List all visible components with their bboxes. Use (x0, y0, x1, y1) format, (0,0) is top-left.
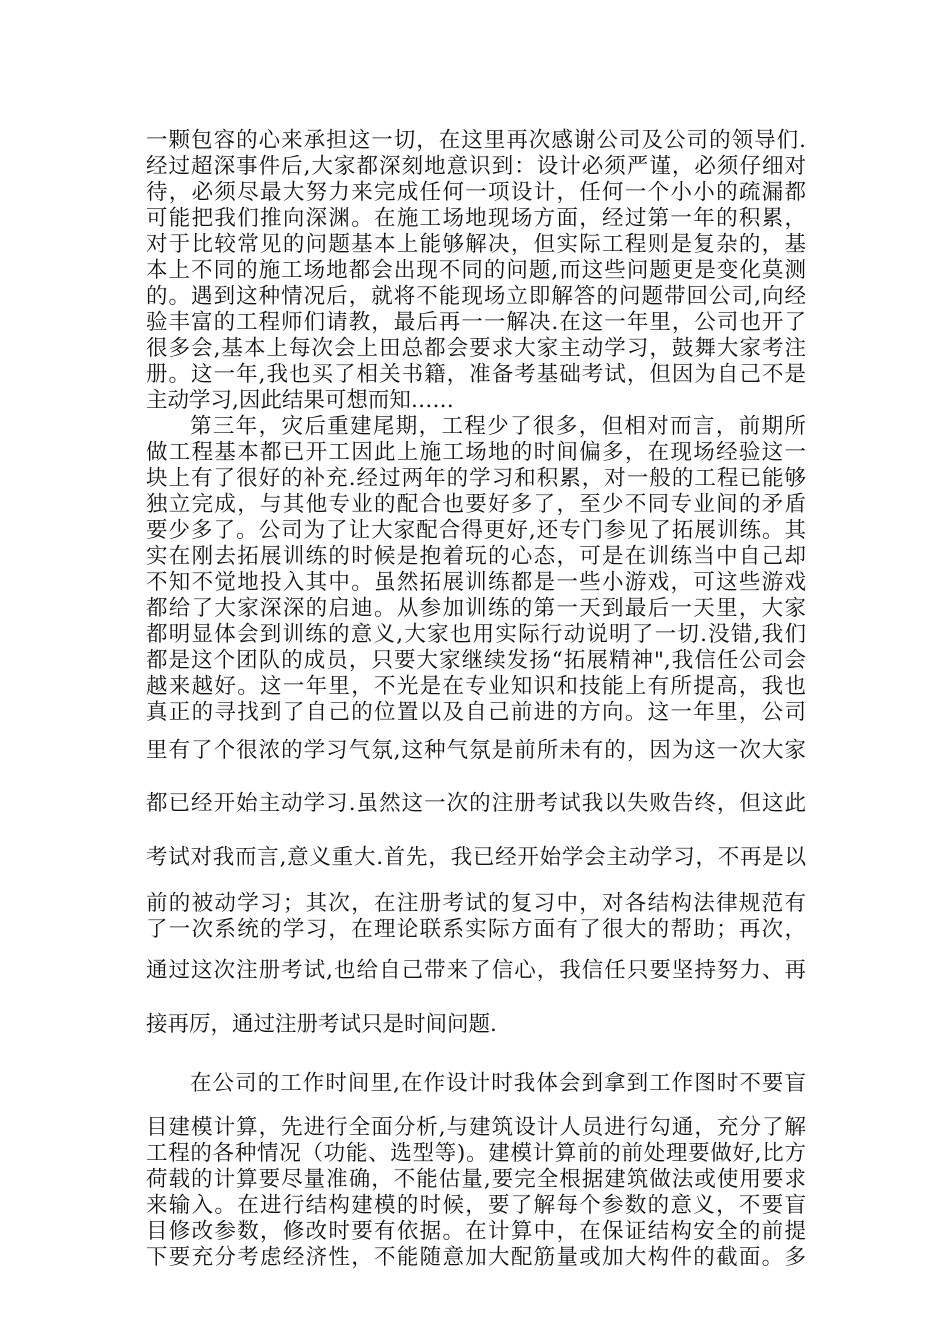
text-line: 做工程基本都已开工因此上施工场地的时间偏多，在现场经验这一 (146, 440, 806, 465)
text-line: 里有了个很浓的学习气氛,这种气氛是前所未有的，因为这一次大家 (146, 738, 806, 763)
text-line: 的。遇到这种情况后，就将不能现场立即解答的问题带回公司,向经 (146, 284, 806, 309)
text-line: 本上不同的施工场地都会出现不同的问题,而这些问题更是变化莫测 (146, 258, 806, 283)
text-line: 都给了大家深深的启迪。从参加训练的第一天到最后一天里，大家 (146, 596, 806, 621)
text-line: 要少多了。公司为了让大家配合得更好,还专门参见了拓展训练。其 (146, 518, 806, 543)
text-line: 都已经开始主动学习.虽然这一次的注册考试我以失败告终，但这此 (146, 791, 806, 816)
text-line: 对于比较常见的问题基本上能够解决，但实际工程则是复杂的，基 (146, 232, 806, 257)
text-line: 块上有了很好的补充.经过两年的学习和积累，对一般的工程已能够 (146, 466, 806, 491)
text-line: 册。这一年,我也买了相关书籍，准备考基础考试，但因为自己不是 (146, 362, 806, 387)
paragraph-first-line: 第三年，灾后重建尾期，工程少了很多，但相对而言，前期所 (190, 414, 806, 439)
text-line: 来输入。在进行结构建模的时候，要了解每个参数的意义，不要盲 (146, 1193, 806, 1218)
text-line: 通过这次注册考试,也给自己带来了信心，我信任只要坚持努力、再 (146, 958, 806, 983)
text-line: 了一次系统的学习，在理论联系实际方面有了很大的帮助；再次， (146, 917, 806, 942)
text-line: 验丰富的工程师们请教，最后再一一解决.在这一年里，公司也开了 (146, 310, 806, 335)
text-line: 目修改参数，修改时要有依据。在计算中，在保证结构安全的前提 (146, 1219, 806, 1244)
text-line: 真正的寻找到了自己的位置以及自己前进的方向。这一年里，公司 (146, 700, 806, 725)
text-line: 下要充分考虑经济性，不能随意加大配筋量或加大构件的截面。多 (146, 1245, 806, 1270)
text-line: 待，必须尽最大努力来完成任何一项设计，任何一个小小的疏漏都 (146, 180, 806, 205)
paragraph-first-line: 在公司的工作时间里,在作设计时我体会到拿到工作图时不要盲 (190, 1071, 806, 1096)
text-line: 荷载的计算要尽量准确，不能估量,要完全根据建筑做法或使用要求 (146, 1167, 806, 1192)
text-line: 可能把我们推向深渊。在施工场地现场方面，经过第一年的积累， (146, 206, 806, 231)
text-line: 越来越好。这一年里，不光是在专业知识和技能上有所提高，我也 (146, 674, 806, 699)
text-line: 都明显体会到训练的意义,大家也用实际行动说明了一切.没错,我们 (146, 622, 806, 647)
text-line: 主动学习,因此结果可想而知…… (146, 388, 454, 413)
text-line: 考试对我而言,意义重大.首先，我已经开始学会主动学习，不再是以 (146, 845, 806, 870)
text-line: 实在刚去拓展训练的时候是抱着玩的心态，可是在训练当中自己却 (146, 544, 806, 569)
text-line: 接再厉，通过注册考试只是时间问题. (146, 1012, 497, 1037)
text-line: 经过超深事件后,大家都深刻地意识到：设计必须严谨，必须仔细对 (146, 154, 806, 179)
text-line: 独立完成，与其他专业的配合也要好多了，至少不同专业间的矛盾 (146, 492, 806, 517)
text-line: 很多会,基本上每次会上田总都会要求大家主动学习，鼓舞大家考注 (146, 336, 806, 361)
text-line: 一颗包容的心来承担这一切，在这里再次感谢公司及公司的领导们. (146, 128, 806, 153)
text-line: 目建模计算，先进行全面分析,与建筑设计人员进行勾通，充分了解 (146, 1115, 806, 1140)
text-line: 不知不觉地投入其中。虽然拓展训练都是一些小游戏，可这些游戏 (146, 570, 806, 595)
text-line: 工程的各种情况（功能、选型等)。建模计算前的前处理要做好,比方 (146, 1141, 806, 1166)
text-line: 前的被动学习；其次，在注册考试的复习中，对各结构法律规范有 (146, 891, 806, 916)
text-line: 都是这个团队的成员，只要大家继续发扬“拓展精神",我信任公司会 (146, 648, 806, 673)
